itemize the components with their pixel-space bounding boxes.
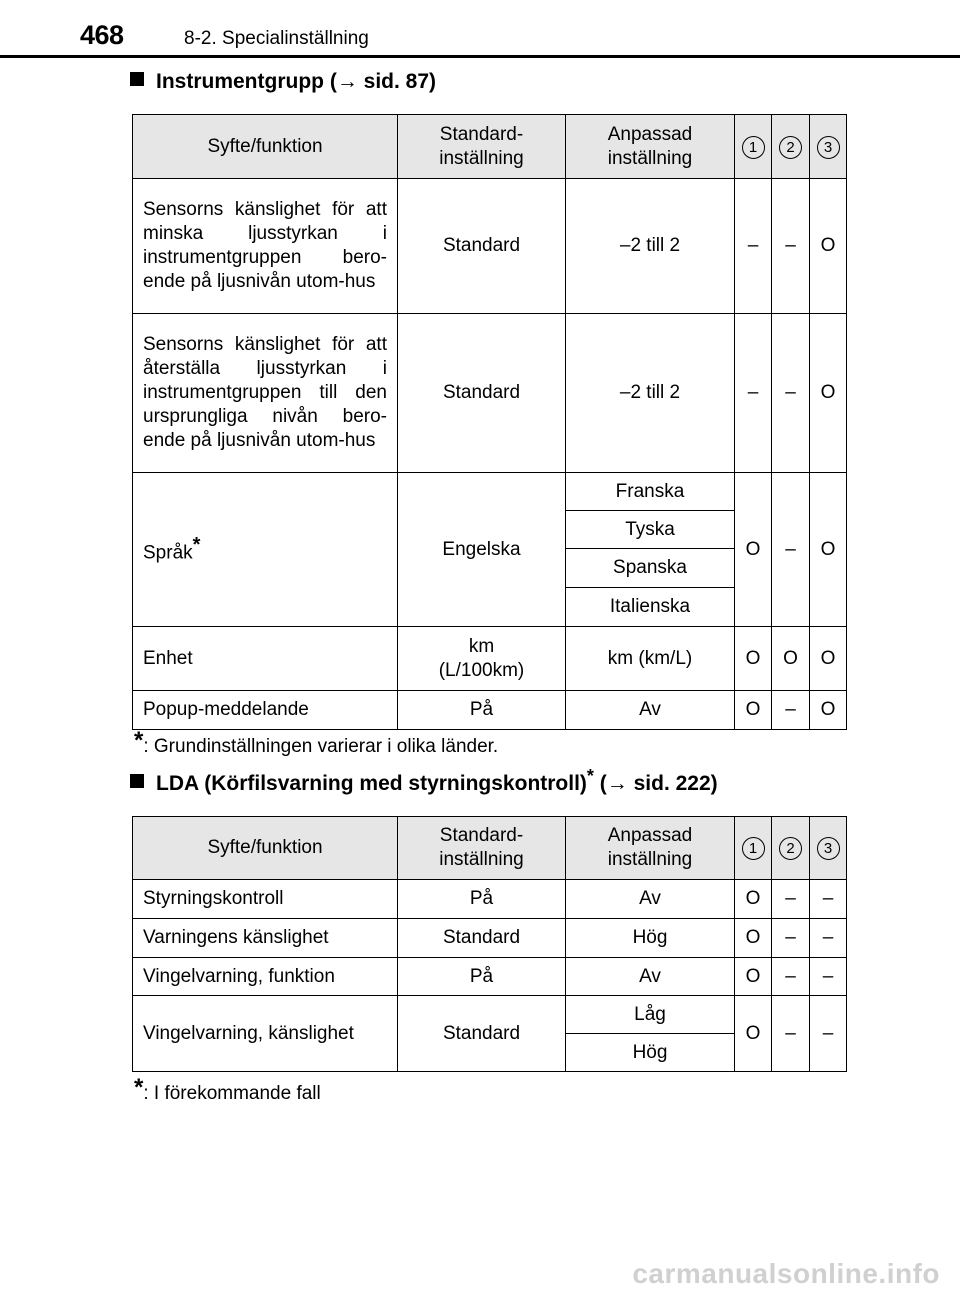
function-language: Språk — [143, 542, 193, 564]
cell-c1: O — [735, 919, 772, 958]
cell-function: Styrningskontroll — [133, 880, 398, 919]
cell-c3: – — [810, 919, 847, 958]
col-header-1 — [735, 817, 772, 880]
page-header — [0, 0, 960, 60]
section1-footnote — [134, 727, 499, 758]
table-row — [133, 996, 847, 1034]
section-label: 8-2. Specialinställning — [184, 28, 369, 49]
col-header-function: Syfte/funktion — [133, 115, 398, 179]
cell-c2: – — [772, 314, 810, 473]
cell-standard: På — [398, 880, 566, 919]
cell-c1: O — [735, 473, 772, 627]
table-row — [133, 314, 847, 473]
table-row — [133, 691, 847, 730]
cell-c1: O — [735, 958, 772, 996]
square-bullet-icon — [130, 774, 144, 788]
cell-c2: – — [772, 179, 810, 314]
circled-number-1-icon: 1 — [742, 837, 765, 860]
cell-c3: – — [810, 958, 847, 996]
col-header-standard: Standard- inställning — [398, 115, 566, 179]
col-header-3 — [810, 115, 847, 179]
section2-footnote — [134, 1074, 321, 1105]
cell-function: Popup-meddelande — [133, 691, 398, 730]
cell-custom: km (km/L) — [566, 627, 735, 691]
cell-c1: O — [735, 627, 772, 691]
col-header-function: Syfte/funktion — [133, 817, 398, 880]
cell-c2: – — [772, 473, 810, 627]
section2-title-mark: * — [586, 766, 594, 786]
cell-custom-option: Låg — [566, 996, 735, 1034]
cell-c2: – — [772, 691, 810, 730]
cell-standard: Standard — [398, 314, 566, 473]
lda-table — [132, 816, 847, 1072]
table-row — [133, 179, 847, 314]
header-rule — [0, 55, 960, 58]
footnote-text: : Grundinställningen varierar i olika länder. — [143, 736, 499, 757]
cell-c3: O — [810, 473, 847, 627]
col-header-standard: Standard- inställning — [398, 817, 566, 880]
square-bullet-icon — [130, 72, 144, 86]
cell-standard: Standard — [398, 996, 566, 1072]
cell-standard: På — [398, 958, 566, 996]
section1-heading — [130, 70, 436, 94]
table-row — [133, 958, 847, 996]
footnote-text: : I förekommande fall — [143, 1083, 321, 1104]
col-header-3 — [810, 817, 847, 880]
cell-function: Sensorns känslighet för att minska ljusstyrkan i instrumentgruppen bero-ende på ljusnivån utom-hus — [133, 179, 398, 314]
circled-number-2-icon: 2 — [779, 837, 802, 860]
cell-function: Varningens känslighet — [133, 919, 398, 958]
section2-heading — [130, 766, 718, 796]
cell-custom-option: Italienska — [566, 588, 735, 627]
cell-custom: –2 till 2 — [566, 179, 735, 314]
col-header-custom: Anpassad inställning — [566, 817, 735, 880]
cell-custom-option: Tyska — [566, 511, 735, 549]
cell-function — [133, 473, 398, 627]
cell-standard: På — [398, 691, 566, 730]
circled-number-1-icon: 1 — [742, 136, 765, 159]
col-header-2 — [772, 115, 810, 179]
col-header-custom: Anpassad inställning — [566, 115, 735, 179]
cell-c3: O — [810, 627, 847, 691]
footnote-star: * — [134, 727, 144, 754]
circled-number-2-icon: 2 — [779, 136, 802, 159]
cell-custom: Av — [566, 691, 735, 730]
cell-c3: – — [810, 996, 847, 1072]
cell-function: Sensorns känslighet för att återställa ljusstyrkan i instrumentgruppen till den ursprungliga nivån bero-ende på ljusnivån utom-hus — [133, 314, 398, 473]
circled-number-3-icon: 3 — [817, 837, 840, 860]
cell-c1: O — [735, 996, 772, 1072]
cell-c3: O — [810, 179, 847, 314]
cell-c1: O — [735, 691, 772, 730]
cell-standard: Standard — [398, 919, 566, 958]
cell-custom: Hög — [566, 919, 735, 958]
cell-c2: – — [772, 996, 810, 1072]
cell-c1: O — [735, 880, 772, 919]
watermark: carmanualsonline.info — [632, 1258, 940, 1289]
cell-c2: – — [772, 880, 810, 919]
footnote-mark: * — [192, 534, 201, 557]
cell-function: Vingelvarning, känslighet — [133, 996, 398, 1072]
table-row — [133, 919, 847, 958]
cell-custom-option: Franska — [566, 473, 735, 511]
cell-c3: – — [810, 880, 847, 919]
cell-function: Vingelvarning, funktion — [133, 958, 398, 996]
cell-c1: – — [735, 179, 772, 314]
cell-custom-option: Hög — [566, 1034, 735, 1072]
col-header-1 — [735, 115, 772, 179]
cell-function: Enhet — [133, 627, 398, 691]
cell-standard: Standard — [398, 179, 566, 314]
instrument-table — [132, 114, 847, 730]
cell-c3: O — [810, 691, 847, 730]
cell-c3: O — [810, 314, 847, 473]
section1-title: Instrumentgrupp (→ sid. 87) — [156, 70, 437, 93]
cell-custom-option: Spanska — [566, 549, 735, 588]
table-row — [133, 880, 847, 919]
page-number: 468 — [80, 20, 124, 50]
cell-custom: Av — [566, 958, 735, 996]
cell-custom: Av — [566, 880, 735, 919]
cell-custom: –2 till 2 — [566, 314, 735, 473]
cell-standard: Engelska — [398, 473, 566, 627]
table-header-row — [133, 115, 847, 179]
cell-c1: – — [735, 314, 772, 473]
table-row — [133, 473, 847, 511]
col-header-2 — [772, 817, 810, 880]
table-header-row — [133, 817, 847, 880]
cell-c2: – — [772, 958, 810, 996]
section2-title: LDA (Körfilsvarning med styrningskontroll) — [156, 772, 587, 795]
section2-title-suffix: (→ sid. 222) — [593, 772, 718, 795]
cell-standard: km (L/100km) — [398, 627, 566, 691]
circled-number-3-icon: 3 — [817, 136, 840, 159]
footnote-star: * — [134, 1074, 144, 1101]
table-row — [133, 627, 847, 691]
cell-c2: – — [772, 919, 810, 958]
cell-c2: O — [772, 627, 810, 691]
